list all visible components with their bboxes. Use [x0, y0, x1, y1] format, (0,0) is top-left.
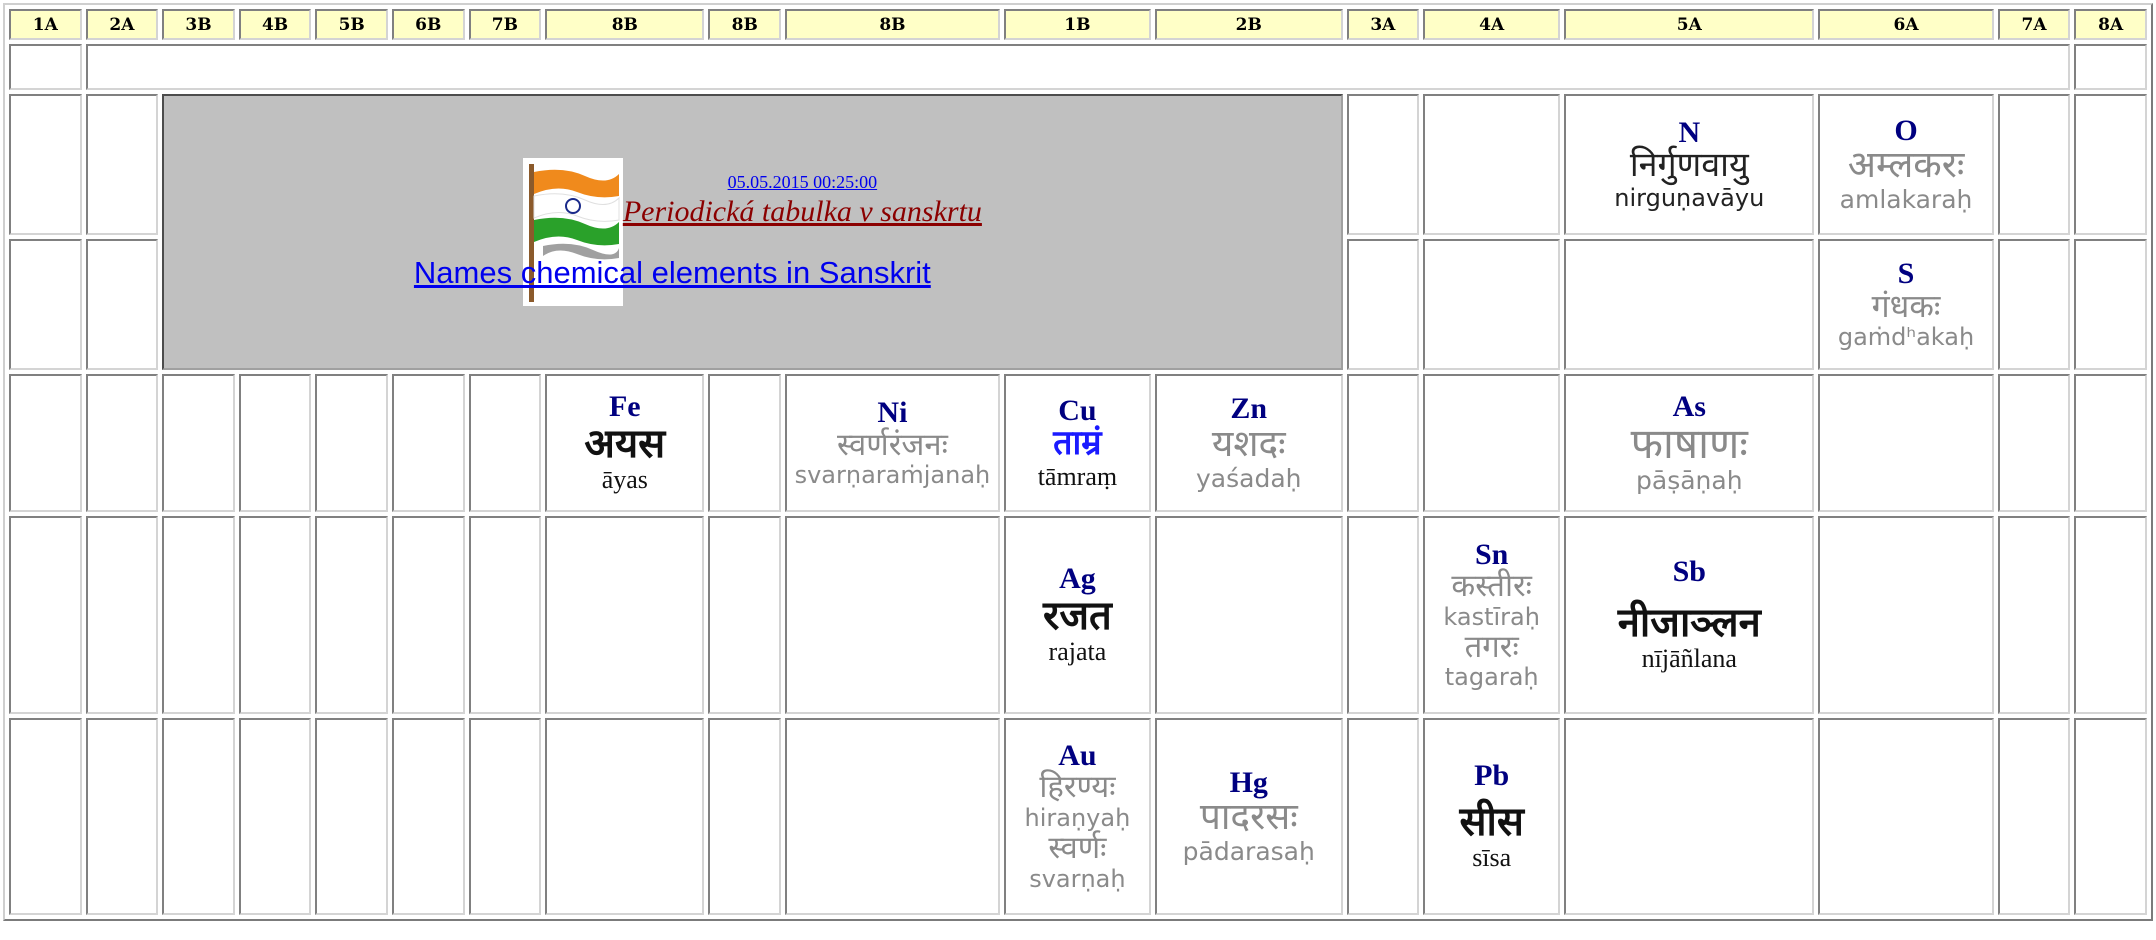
transliteration: nījāñlana — [1641, 643, 1737, 673]
group-header: 5B — [315, 9, 388, 40]
empty-cell — [86, 239, 159, 370]
empty-cell — [1347, 718, 1420, 915]
czech-title-link[interactable]: Periodická tabulka v sanskrtu — [622, 195, 982, 229]
empty-cell — [2074, 374, 2147, 512]
empty-cell — [162, 374, 235, 512]
transliteration: hiraṇyaḥ — [1024, 804, 1131, 833]
periodic-table — [3, 3, 2153, 921]
sanskrit-name: अयस — [584, 420, 666, 467]
empty-cell — [86, 374, 159, 512]
sanskrit-name: स्वर्णरंजनः — [836, 426, 948, 463]
empty-cell — [469, 516, 542, 713]
transliteration: svarṇaraṁjanaḥ — [794, 461, 991, 490]
group-header: 8B — [545, 9, 704, 40]
transliteration-alt: tagaraḥ — [1444, 663, 1539, 692]
group-header: 8B — [785, 9, 1000, 40]
empty-cell — [1347, 239, 1420, 370]
empty-cell — [1998, 374, 2071, 512]
transliteration: rajata — [1048, 636, 1107, 666]
sanskrit-name: कस्तीरः — [1451, 568, 1532, 605]
empty-cell — [9, 239, 82, 370]
transliteration: kastīraḥ — [1443, 602, 1540, 631]
transliteration-alt: svarṇaḥ — [1029, 864, 1126, 893]
empty-cell — [1818, 718, 1993, 915]
empty-cell — [86, 516, 159, 713]
empty-cell — [9, 516, 82, 713]
empty-cell — [1998, 94, 2071, 235]
sanskrit-name: यशदः — [1211, 421, 1286, 465]
empty-cell — [545, 718, 704, 915]
element-cell-o — [1818, 94, 1993, 235]
empty-cell — [1998, 718, 2071, 915]
empty-cell — [9, 94, 82, 235]
group-header-row — [9, 9, 2147, 40]
empty-cell — [1423, 374, 1560, 512]
empty-cell — [1423, 239, 1560, 370]
empty-cell — [392, 718, 465, 915]
group-header: 3B — [162, 9, 235, 40]
group-header: 6B — [392, 9, 465, 40]
date-link[interactable]: 05.05.2015 00:25:00 — [727, 172, 878, 193]
group-header: 7B — [469, 9, 542, 40]
transliteration: gaṁdʰakaḥ — [1837, 323, 1975, 352]
element-cell-sn — [1423, 516, 1560, 713]
empty-cell — [708, 718, 781, 915]
sanskrit-name: ताम्रं — [1053, 423, 1102, 464]
empty-cell — [1347, 374, 1420, 512]
sanskrit-name: पादरसः — [1199, 795, 1298, 839]
period-6-row — [9, 718, 2147, 915]
empty-cell — [9, 44, 82, 90]
element-cell-n — [1564, 94, 1814, 235]
transliteration: pādarasaḥ — [1182, 836, 1315, 866]
group-header: 8A — [2074, 9, 2147, 40]
empty-cell — [86, 718, 159, 915]
english-title-link[interactable]: Names chemical elements in Sanskrit — [413, 255, 931, 291]
transliteration: yaśadaḥ — [1196, 463, 1302, 493]
group-header: 2B — [1155, 9, 1343, 40]
group-header: 3A — [1347, 9, 1420, 40]
element-cell-ag — [1004, 516, 1151, 713]
sanskrit-name-alt: स्वर्णः — [1048, 830, 1107, 867]
group-header: 8B — [708, 9, 781, 40]
element-symbol: Zn — [1230, 392, 1268, 426]
empty-cell — [162, 718, 235, 915]
title-banner — [162, 94, 1342, 370]
group-header: 1A — [9, 9, 82, 40]
element-symbol: As — [1672, 389, 1706, 423]
empty-cell — [9, 718, 82, 915]
empty-cell — [785, 516, 1000, 713]
element-cell-sb — [1564, 516, 1814, 713]
empty-cell — [315, 718, 388, 915]
empty-cell — [315, 374, 388, 512]
group-header: 5A — [1564, 9, 1814, 40]
period-5-row — [9, 516, 2147, 713]
empty-cell — [708, 516, 781, 713]
element-cell-s — [1818, 239, 1993, 370]
group-header: 2A — [86, 9, 159, 40]
empty-cell — [2074, 94, 2147, 235]
element-cell-as — [1564, 374, 1814, 512]
element-symbol: Cu — [1058, 393, 1097, 427]
group-header: 6A — [1818, 9, 1993, 40]
group-header: 1B — [1004, 9, 1151, 40]
period-1-row — [9, 44, 2147, 90]
element-cell-au — [1004, 718, 1151, 915]
element-symbol: Ni — [877, 396, 908, 430]
sanskrit-name: निर्गुणवायु — [1629, 145, 1749, 186]
element-symbol: N — [1678, 115, 1701, 149]
sanskrit-name: हिरण्यः — [1039, 769, 1116, 806]
empty-cell — [469, 718, 542, 915]
transliteration: tāmraṃ — [1037, 461, 1118, 491]
element-symbol: S — [1897, 257, 1915, 291]
element-cell-fe — [545, 374, 704, 512]
group-header: 4A — [1423, 9, 1560, 40]
empty-cell — [9, 374, 82, 512]
group-header: 7A — [1998, 9, 2071, 40]
empty-cell — [86, 44, 2071, 90]
transliteration: sīsa — [1472, 843, 1512, 873]
element-symbol: Fe — [608, 390, 641, 424]
empty-cell — [1998, 516, 2071, 713]
element-symbol: O — [1894, 113, 1918, 147]
element-cell-cu — [1004, 374, 1151, 512]
empty-cell — [239, 374, 312, 512]
transliteration: āyas — [601, 464, 648, 494]
period-2-row — [9, 94, 2147, 235]
element-symbol: Hg — [1229, 765, 1268, 799]
sanskrit-name: सीस — [1459, 799, 1524, 846]
empty-cell — [392, 374, 465, 512]
element-cell-hg — [1155, 718, 1343, 915]
empty-cell — [2074, 718, 2147, 915]
sanskrit-name: रजत — [1042, 592, 1112, 639]
empty-cell — [1818, 516, 1993, 713]
empty-cell — [1347, 516, 1420, 713]
empty-cell — [2074, 44, 2147, 90]
sanskrit-name: फाषाणः — [1630, 419, 1748, 469]
element-cell-zn — [1155, 374, 1343, 512]
element-symbol: Au — [1058, 738, 1097, 772]
element-symbol: Sn — [1475, 537, 1509, 571]
empty-cell — [315, 516, 388, 713]
group-header: 4B — [239, 9, 312, 40]
empty-cell — [1564, 239, 1814, 370]
empty-cell — [545, 516, 704, 713]
empty-cell — [1347, 94, 1420, 235]
sanskrit-name: गंधकः — [1871, 286, 1941, 325]
transliteration: pāṣāṇaḥ — [1636, 466, 1743, 496]
empty-cell — [708, 374, 781, 512]
empty-cell — [785, 718, 1000, 915]
sanskrit-name-alt: तगरः — [1464, 628, 1519, 665]
empty-cell — [162, 516, 235, 713]
empty-cell — [2074, 239, 2147, 370]
element-cell-ni — [785, 374, 1000, 512]
period-4-row — [9, 374, 2147, 512]
empty-cell — [239, 718, 312, 915]
transliteration: nirguṇavāyu — [1614, 184, 1765, 213]
element-symbol: Sb — [1672, 555, 1706, 589]
sanskrit-name: अम्लकरः — [1847, 143, 1965, 187]
transliteration: amlakaraḥ — [1839, 185, 1973, 215]
empty-cell — [1998, 239, 2071, 370]
element-symbol: Ag — [1059, 562, 1096, 596]
empty-cell — [2074, 516, 2147, 713]
empty-cell — [1818, 374, 1993, 512]
empty-cell — [469, 374, 542, 512]
empty-cell — [1155, 516, 1343, 713]
sanskrit-name: नीजाञ्लन — [1617, 599, 1761, 646]
empty-cell — [1423, 94, 1560, 235]
empty-cell — [1564, 718, 1814, 915]
empty-cell — [239, 516, 312, 713]
empty-cell — [86, 94, 159, 235]
element-symbol: Pb — [1474, 758, 1510, 792]
empty-cell — [392, 516, 465, 713]
element-cell-pb — [1423, 718, 1560, 915]
